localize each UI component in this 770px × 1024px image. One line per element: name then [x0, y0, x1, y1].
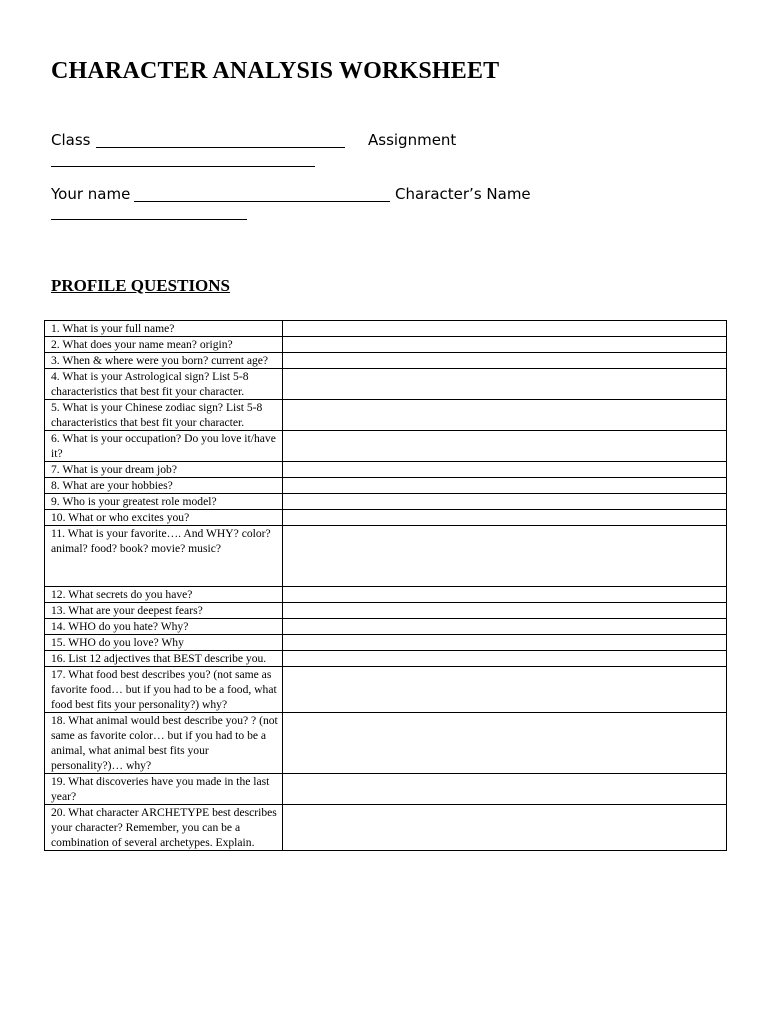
answer-4[interactable] [283, 369, 727, 400]
class-label: Class [51, 131, 91, 149]
table-row [45, 510, 727, 526]
question-17: 17. What food best describes you? (not same as favorite food… but if you had to be a food, what food best fits your personality?) why? [45, 667, 283, 713]
answer-9[interactable] [283, 494, 727, 510]
table-row [45, 494, 727, 510]
question-4: 4. What is your Astrological sign? List 5-8 characteristics that best fit your character. [45, 369, 283, 400]
answer-8[interactable] [283, 478, 727, 494]
table-row [45, 478, 727, 494]
answer-17[interactable] [283, 667, 727, 713]
table-row [45, 526, 727, 587]
table-row [45, 651, 727, 667]
table-row [45, 369, 727, 400]
question-12: 12. What secrets do you have? [45, 587, 283, 603]
answer-20[interactable] [283, 805, 727, 851]
your-name-label: Your name [51, 185, 131, 203]
question-11: 11. What is your favorite…. And WHY? color? animal? food? book? movie? music? [45, 526, 283, 587]
class-field[interactable] [96, 147, 345, 148]
answer-7[interactable] [283, 462, 727, 478]
question-8: 8. What are your hobbies? [45, 478, 283, 494]
answer-1[interactable] [283, 321, 727, 337]
question-5: 5. What is your Chinese zodiac sign? List 5-8 characteristics that best fit your character. [45, 400, 283, 431]
table-row [45, 635, 727, 651]
answer-6[interactable] [283, 431, 727, 462]
answer-10[interactable] [283, 510, 727, 526]
worksheet-title: CHARACTER ANALYSIS WORKSHEET [51, 58, 500, 84]
question-1: 1. What is your full name? [45, 321, 283, 337]
answer-11[interactable] [283, 526, 727, 587]
section-title: PROFILE QUESTIONS [51, 276, 231, 295]
table-row [45, 462, 727, 478]
question-13: 13. What are your deepest fears? [45, 603, 283, 619]
question-7: 7. What is your dream job? [45, 462, 283, 478]
answer-2[interactable] [283, 337, 727, 353]
question-3: 3. When & where were you born? current age? [45, 353, 283, 369]
answer-12[interactable] [283, 587, 727, 603]
answer-13[interactable] [283, 603, 727, 619]
table-row [45, 337, 727, 353]
table-row [45, 667, 727, 713]
answer-15[interactable] [283, 635, 727, 651]
question-15: 15. WHO do you love? Why [45, 635, 283, 651]
character-name-field[interactable] [51, 219, 247, 220]
table-row [45, 400, 727, 431]
table-row [45, 619, 727, 635]
answer-14[interactable] [283, 619, 727, 635]
table-row [45, 321, 727, 337]
table-row [45, 587, 727, 603]
your-name-field[interactable] [134, 201, 390, 202]
question-2: 2. What does your name mean? origin? [45, 337, 283, 353]
answer-5[interactable] [283, 400, 727, 431]
table-row [45, 805, 727, 851]
question-6: 6. What is your occupation? Do you love it/have it? [45, 431, 283, 462]
question-10: 10. What or who excites you? [45, 510, 283, 526]
character-name-label: Character’s Name [395, 185, 531, 203]
answer-16[interactable] [283, 651, 727, 667]
table-row [45, 431, 727, 462]
answer-3[interactable] [283, 353, 727, 369]
assignment-field[interactable] [51, 166, 315, 167]
question-19: 19. What discoveries have you made in the last year? [45, 774, 283, 805]
table-row [45, 603, 727, 619]
table-row [45, 353, 727, 369]
table-row [45, 713, 727, 774]
answer-18[interactable] [283, 713, 727, 774]
profile-questions-table [44, 320, 727, 851]
question-14: 14. WHO do you hate? Why? [45, 619, 283, 635]
question-9: 9. Who is your greatest role model? [45, 494, 283, 510]
question-16: 16. List 12 adjectives that BEST describe you. [45, 651, 283, 667]
table-row [45, 774, 727, 805]
question-20: 20. What character ARCHETYPE best describes your character? Remember, you can be a combination of several archetypes. Explain. [45, 805, 283, 851]
answer-19[interactable] [283, 774, 727, 805]
question-18: 18. What animal would best describe you? ? (not same as favorite color… but if you had to be a animal, what animal best fits your personality?)… why? [45, 713, 283, 774]
assignment-label: Assignment [368, 131, 457, 149]
